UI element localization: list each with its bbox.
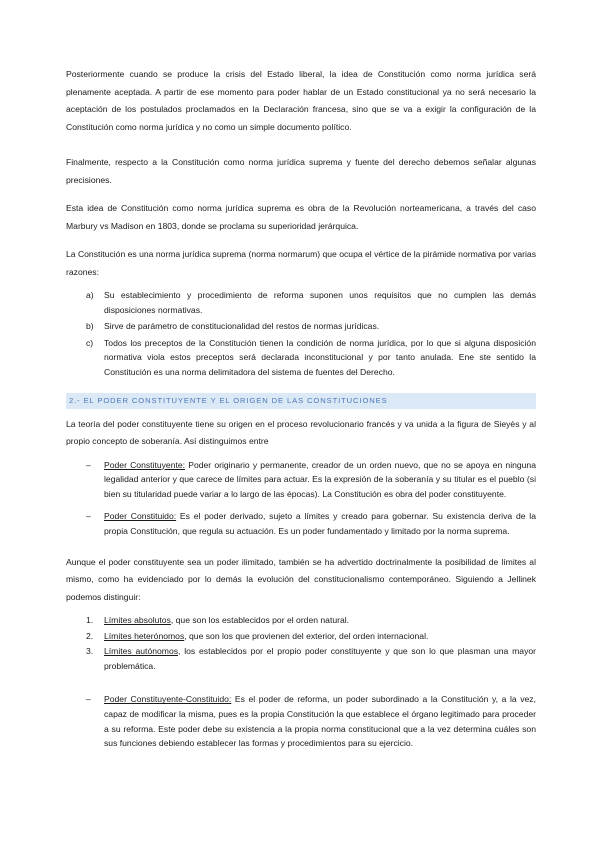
reform-power-list bbox=[66, 692, 536, 750]
paragraph-constitution-norm: Posteriormente cuando se produce la crisis del Estado liberal, la idea de Constitución como norma jurídica será plenamente aceptada. A partir de ese momento para poder hablar de un Estado constitucional ya no será necesario la aceptación de los postulados proclamados en la Declaración francesa, sino que se va a exigir la configuración de la Constitución como norma jurídica y no como un simple documento político. bbox=[66, 69, 536, 132]
list-item-text: Su establecimiento y procedimiento de reforma suponen unos requisitos que no cumplen las demás disposiciones normativas. bbox=[104, 290, 536, 315]
limits-list bbox=[66, 613, 536, 673]
paragraph-finally: Finalmente, respecto a la Constitución como norma jurídica suprema y fuente del derecho debemos señalar algunas precisiones. bbox=[66, 157, 536, 185]
limit-text: , los establecidos por el propio poder constituyente y que son lo que plasman una mayor problemática. bbox=[104, 646, 537, 671]
paragraph-norma-normarum: La Constitución es una norma jurídica suprema (norma normarum) que ocupa el vértice de la pirámide normativa por varias razones: bbox=[66, 249, 537, 277]
limit-text: , que son los que provienen del exterior, del orden internacional. bbox=[184, 630, 429, 641]
paragraph-jellinek: Aunque el poder constituyente sea un poder ilimitado, también se ha advertido doctrinalmente la posibilidad de límites al mismo, como ha evidenciado por lo demás la evolución del constitucionalismo contemporáneo. Siguiendo a Jellinek podemos distinguir: bbox=[66, 556, 536, 602]
list-item-text: Sirve de parámetro de constitucionalidad del restos de normas jurídicas. bbox=[104, 321, 380, 332]
term-constituted-constituent-power: Poder Constituyente-Constituido: bbox=[104, 694, 232, 705]
number-marker: 2. bbox=[86, 630, 94, 641]
list-item bbox=[66, 458, 536, 502]
list-marker: c) bbox=[86, 337, 94, 348]
list-item bbox=[66, 288, 536, 317]
list-marker: a) bbox=[86, 290, 94, 300]
reasons-list bbox=[66, 288, 536, 380]
section-heading: 2.- EL PODER CONSTITUYENTE Y EL ORIGEN DE LAS CONSTITUCIONES bbox=[66, 393, 536, 409]
list-item bbox=[66, 336, 536, 380]
definition-text: Es el poder derivado, sujeto a límites y creado para gobernar. Su existencia deriva de la propia Constitución, que regula su actuación. Es un poder fundamentado y limitado por la norma suprema. bbox=[104, 511, 537, 536]
paragraph-marbury: Esta idea de Constitución como norma jurídica suprema es obra de la Revolución norteamericana, a través del caso Marbury vs Madison en 1803, donde se proclama su superioridad jerárquica. bbox=[66, 203, 536, 231]
list-marker: b) bbox=[86, 321, 94, 332]
term-absolute-limits: Límites absolutos bbox=[104, 615, 171, 626]
term-constituted-power: Poder Constituido: bbox=[104, 511, 177, 522]
term-constituent-power: Poder Constituyente: bbox=[104, 459, 186, 470]
list-item-text: Todos los preceptos de la Constitución tienen la condición de norma jurídica, por lo que si alguna disposición normativa viola estos preceptos será declarada inconstitucional y por tanto anulada. Ene ste sentido la Constitución es una norma delimitadora del sistema de fuentes del Derecho. bbox=[104, 337, 536, 377]
definition-text: Poder originario y permanente, creador de un orden nuevo, que no se apoya en ninguna legalidad anterior y que carece de límites para actuar. Es la expresión de la soberanía y su titular es el pueblo (si bien su titularidad puede variar a lo largo de las épocas). La Constitución es obra del poder constituyente. bbox=[104, 459, 536, 499]
list-item bbox=[66, 644, 536, 673]
list-item bbox=[66, 319, 536, 334]
list-item bbox=[66, 509, 536, 538]
list-item bbox=[66, 692, 536, 750]
paragraph-constituent-theory: La teoría del poder constituyente tiene su origen en el proceso revolucionario francés y va unida a la figura de Sieyès y al propio concepto de soberanía. Así distinguimos entre bbox=[66, 418, 536, 447]
list-item bbox=[66, 629, 536, 644]
dash-marker: – bbox=[86, 459, 91, 470]
dash-marker: – bbox=[86, 694, 91, 705]
list-item bbox=[66, 613, 536, 628]
powers-list bbox=[66, 458, 536, 539]
dash-marker: – bbox=[86, 511, 91, 522]
definition-text: Es el poder de reforma, un poder subordinado a la Constitución y, a la vez, capaz de modificar la misma, pues es la propia Constitución la que establece el órgano legitimado para proceder a su reforma. Este poder debe su existencia a la propia norma constitucional que a la vez determina cuáles son sus funciones debiendo establecer las formas y procedimientos para su ejercicio. bbox=[104, 694, 536, 749]
term-heteronomous-limits: Límites heterónomos bbox=[104, 630, 185, 641]
term-autonomous-limits: Límites autónomos bbox=[104, 646, 179, 657]
limit-text: , que son los establecidos por el orden natural. bbox=[170, 615, 350, 626]
number-marker: 3. bbox=[86, 646, 94, 657]
number-marker: 1. bbox=[86, 615, 94, 626]
